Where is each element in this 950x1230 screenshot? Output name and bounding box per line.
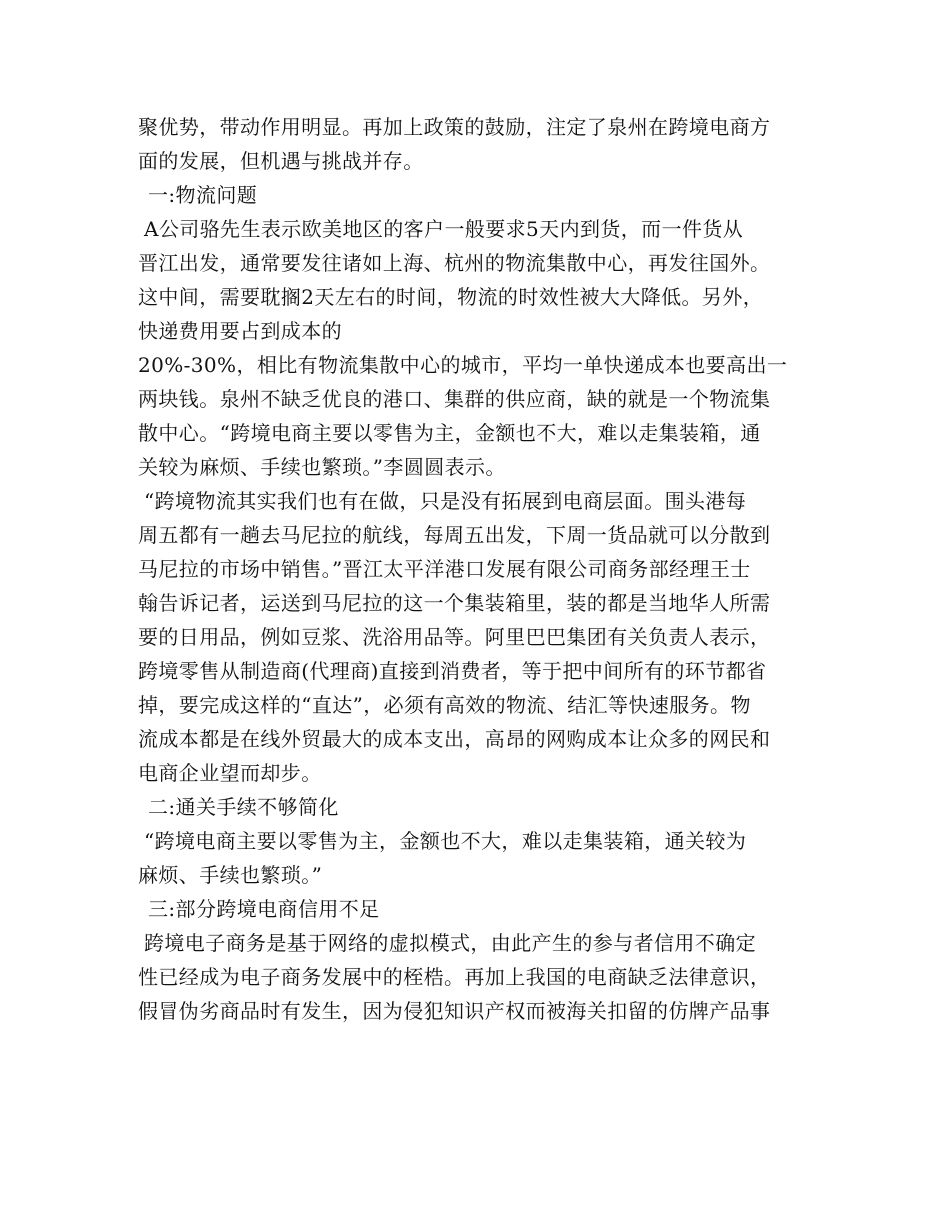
paragraph-line: 电商企业望而却步。 (138, 761, 322, 785)
paragraph-line: 两块钱。泉州不缺乏优良的港口、集群的供应商，缺的就是一个物流集 (138, 387, 771, 411)
paragraph-line: 要的日用品，例如豆浆、洗浴用品等。阿里巴巴集团有关负责人表示， (138, 625, 771, 649)
paragraph-line: 马尼拉的市场中销售。”晋江太平洋港口发展有限公司商务部经理王士 (138, 557, 751, 581)
paragraph-line: 聚优势，带动作用明显。再加上政策的鼓励，注定了泉州在跨境电商方 (138, 115, 771, 139)
paragraph-line: 流成本都是在线外贸最大的成本支出，高昂的网购成本让众多的网民和 (138, 727, 771, 751)
paragraph-line: 麻烦、手续也繁琐。” (138, 863, 323, 887)
paragraph-line: 翰告诉记者，运送到马尼拉的这一个集装箱里，装的都是当地华人所需 (138, 591, 771, 615)
paragraph-line: 周五都有一趟去马尼拉的航线，每周五出发，下周一货品就可以分散到 (138, 523, 771, 547)
paragraph-line: 面的发展，但机遇与挑战并存。 (138, 149, 424, 173)
paragraph-line: 散中心。“跨境电商主要以零售为主，金额也不大，难以走集装箱，通 (138, 421, 761, 445)
section-heading: 一:物流问题 (148, 183, 258, 207)
paragraph-line: 快递费用要占到成本的 (138, 319, 342, 343)
paragraph-line: 这中间，需要耽搁2天左右的时间，物流的时效性被大大降低。另外， (138, 285, 764, 309)
paragraph-line: 假冒伪劣商品时有发生，因为侵犯知识产权而被海关扣留的仿牌产品事 (138, 999, 771, 1023)
section-heading: 二:通关手续不够简化 (148, 795, 339, 819)
paragraph-line: 性已经成为电子商务发展中的桎梏。再加上我国的电商缺乏法律意识， (138, 965, 771, 989)
paragraph-line: “跨境物流其实我们也有在做，只是没有拓展到电商层面。围头港每 (144, 489, 747, 513)
section-heading: 三:部分跨境电商信用不足 (148, 897, 380, 921)
document-page (138, 110, 814, 1028)
paragraph-line: 跨境零售从制造商(代理商)直接到消费者，等于把中间所有的环节都省 (138, 659, 767, 683)
paragraph-line: 掉，要完成这样的“直达”，必须有高效的物流、结汇等快速服务。物 (138, 693, 751, 717)
paragraph-line: 关较为麻烦、手续也繁琐。”李圆圆表示。 (138, 455, 506, 479)
paragraph-line: 晋江出发，通常要发往诸如上海、杭州的物流集散中心，再发往国外。 (138, 251, 771, 275)
paragraph-line: 20%-30%，相比有物流集散中心的城市，平均一单快递成本也要高出一 (138, 353, 788, 377)
paragraph-line: 跨境电子商务是基于网络的虚拟模式，由此产生的参与者信用不确定 (144, 931, 756, 955)
paragraph-line: “跨境电商主要以零售为主，金额也不大，难以走集装箱，通关较为 (144, 829, 747, 853)
paragraph-line: A公司骆先生表示欧美地区的客户一般要求5天内到货，而一件货从 (144, 217, 744, 241)
